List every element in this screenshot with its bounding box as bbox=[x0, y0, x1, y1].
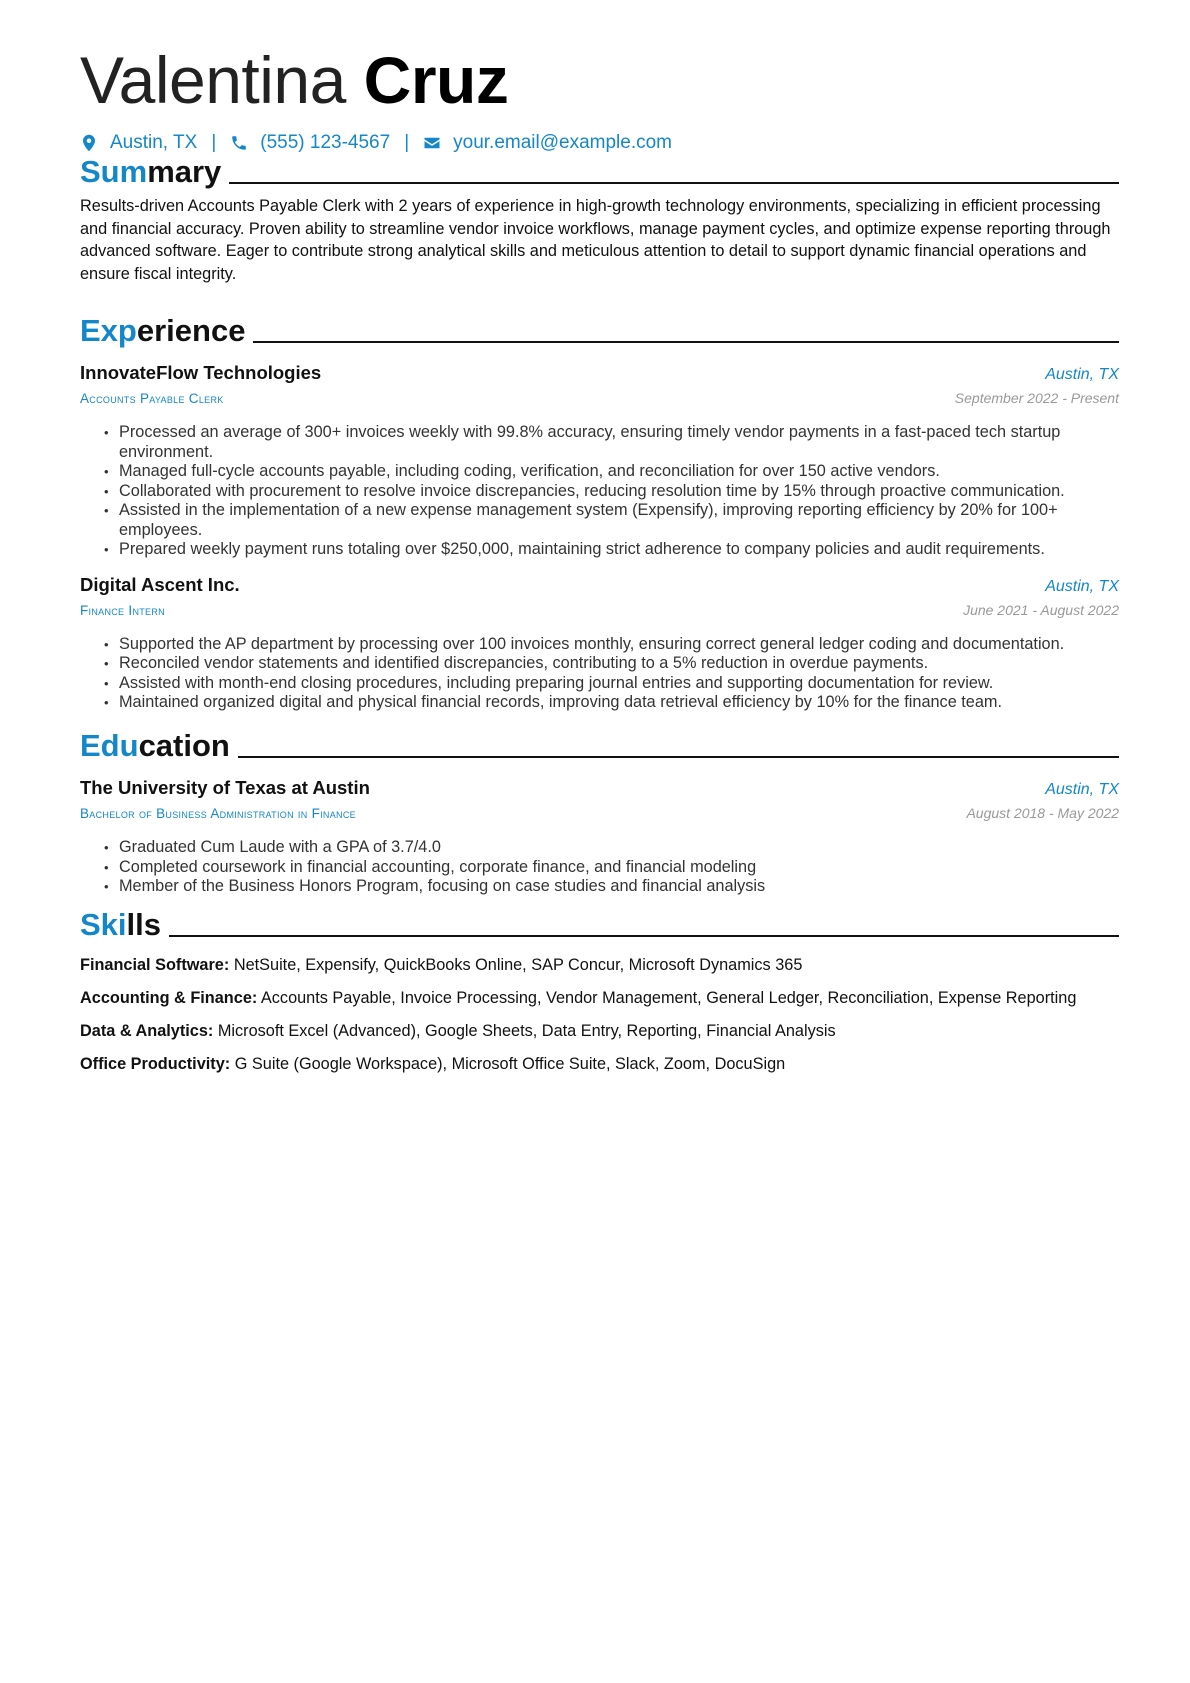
section-title bbox=[80, 152, 221, 192]
bullet-list bbox=[80, 838, 1119, 897]
bullet-item: • Assisted in the implementation of a new expense management system (Expensify), improving reporting efficiency by 20% for 100+ employees. bbox=[104, 501, 1119, 540]
section-divider bbox=[238, 756, 1119, 758]
school-name: The University of Texas at Austin bbox=[80, 777, 370, 798]
company-name: InnovateFlow Technologies bbox=[80, 362, 322, 383]
bullet-list bbox=[80, 635, 1119, 713]
contact-phone[interactable] bbox=[230, 132, 390, 154]
experience-section bbox=[80, 311, 1119, 713]
contact-separator: | bbox=[404, 132, 410, 153]
section-header bbox=[80, 726, 1119, 766]
section-title bbox=[80, 905, 161, 945]
entry-dates: September 2022 - Present bbox=[954, 390, 1119, 406]
skill-category: Accounting & Finance: bbox=[80, 989, 258, 1007]
phone-icon bbox=[230, 134, 248, 152]
contact-separator: | bbox=[211, 132, 217, 153]
entry-subheader-row bbox=[80, 600, 1119, 621]
skill-row bbox=[80, 987, 1119, 1009]
bullet-item: • Processed an average of 300+ invoices weekly with 99.8% accuracy, ensuring timely vendor payments in a fast-paced tech startup environment. bbox=[104, 423, 1119, 462]
experience-entry bbox=[80, 572, 1119, 713]
contact-bar bbox=[80, 132, 672, 154]
entry-subheader-row bbox=[80, 388, 1119, 409]
skill-values: G Suite (Google Workspace), Microsoft Office Suite, Slack, Zoom, DocuSign bbox=[234, 1055, 786, 1073]
skill-values: Accounts Payable, Invoice Processing, Vendor Management, General Ledger, Reconciliation, Expense Reporting bbox=[260, 989, 1077, 1007]
bullet-item: • Reconciled vendor statements and identified discrepancies, contributing to a 5% reduction in overdue payments. bbox=[104, 654, 1119, 674]
experience-entry bbox=[80, 360, 1119, 560]
job-title: Accounts Payable Clerk bbox=[80, 391, 224, 406]
skill-category: Office Productivity: bbox=[80, 1055, 231, 1073]
section-title bbox=[80, 726, 230, 766]
entry-location: Austin, TX bbox=[1045, 577, 1119, 595]
skill-values: NetSuite, Expensify, QuickBooks Online, SAP Concur, Microsoft Dynamics 365 bbox=[233, 956, 803, 974]
bullet-item: • Collaborated with procurement to resolve invoice discrepancies, reducing resolution time by 15% through proactive communication. bbox=[104, 482, 1119, 502]
map-pin-icon bbox=[80, 134, 98, 152]
bullet-item: • Supported the AP department by processing over 100 invoices monthly, ensuring correct general ledger coding and documentation. bbox=[104, 635, 1119, 655]
bullet-item: • Member of the Business Honors Program, focusing on case studies and financial analysis bbox=[104, 877, 1119, 897]
section-divider bbox=[229, 182, 1119, 184]
degree-title: Bachelor of Business Administration in Finance bbox=[80, 806, 356, 821]
skill-category: Data & Analytics: bbox=[80, 1022, 214, 1040]
entry-header-row bbox=[80, 775, 1119, 803]
entry-location: Austin, TX bbox=[1045, 366, 1119, 383]
location-text: Austin, TX bbox=[110, 132, 198, 153]
entry-dates: August 2018 - May 2022 bbox=[966, 805, 1119, 821]
section-divider bbox=[253, 341, 1119, 343]
entry-subheader-row bbox=[80, 803, 1119, 824]
title-accent: Exp bbox=[80, 313, 137, 348]
skill-row bbox=[80, 954, 1119, 976]
section-title bbox=[80, 311, 245, 351]
skill-row bbox=[80, 1020, 1119, 1042]
title-rest: mary bbox=[147, 154, 222, 189]
section-header bbox=[80, 905, 1119, 945]
company-name: Digital Ascent Inc. bbox=[80, 573, 240, 595]
bullet-item: • Maintained organized digital and physical financial records, improving data retrieval efficiency by 10% for the finance team. bbox=[104, 693, 1119, 713]
section-divider bbox=[169, 935, 1119, 937]
skills-list bbox=[80, 954, 1119, 1075]
bullet-item: • Prepared weekly payment runs totaling over $250,000, maintaining strict adherence to company policies and audit requirements. bbox=[104, 540, 1119, 560]
contact-location bbox=[80, 132, 197, 154]
first-name: Valentina bbox=[80, 43, 346, 117]
entry-header-row bbox=[80, 360, 1119, 388]
skill-row bbox=[80, 1053, 1119, 1075]
section-header bbox=[80, 152, 1119, 192]
education-section bbox=[80, 726, 1119, 897]
envelope-icon bbox=[423, 134, 441, 152]
entry-location: Austin, TX bbox=[1045, 781, 1119, 798]
title-accent: Edu bbox=[80, 728, 139, 763]
skills-section bbox=[80, 905, 1119, 1086]
title-rest: erience bbox=[136, 313, 246, 348]
summary-text: Results-driven Accounts Payable Clerk with 2 years of experience in high-growth technology environments, specializing in efficient processing and financial accuracy. Proven ability to streamline vendor invoice workflows, manage payment cycles, and optimize expense reporting through advanced software. Eager to contribute strong analytical skills and meticulous attention to detail to support dynamic financial operations and ensure fiscal integrity. bbox=[80, 197, 1111, 283]
bullet-item: • Graduated Cum Laude with a GPA of 3.7/4.0 bbox=[104, 838, 1119, 858]
job-title: Finance Intern bbox=[80, 602, 165, 618]
title-rest: cation bbox=[138, 728, 230, 763]
bullet-item: • Completed coursework in financial accounting, corporate finance, and financial modeling bbox=[104, 858, 1119, 878]
last-name: Cruz bbox=[363, 43, 509, 117]
bullet-item: • Assisted with month-end closing procedures, including preparing journal entries and supporting documentation for review. bbox=[104, 674, 1119, 694]
title-accent: Sum bbox=[80, 154, 148, 189]
skill-category: Financial Software: bbox=[80, 956, 230, 974]
summary-section bbox=[80, 152, 1119, 285]
candidate-name bbox=[80, 40, 508, 120]
email-text: your.email@example.com bbox=[453, 132, 672, 153]
skill-values: Microsoft Excel (Advanced), Google Sheets, Data Entry, Reporting, Financial Analysis bbox=[217, 1022, 836, 1040]
entry-dates: June 2021 - August 2022 bbox=[963, 601, 1119, 618]
entry-header-row bbox=[80, 572, 1119, 600]
phone-text: (555) 123-4567 bbox=[260, 132, 391, 153]
bullet-list bbox=[80, 423, 1119, 560]
bullet-item: • Managed full-cycle accounts payable, including coding, verification, and reconciliation for over 150 active vendors. bbox=[104, 462, 1119, 482]
contact-email[interactable] bbox=[423, 132, 672, 154]
title-rest: lls bbox=[126, 907, 161, 942]
title-accent: Ski bbox=[80, 907, 127, 942]
section-header bbox=[80, 311, 1119, 351]
education-entry bbox=[80, 775, 1119, 897]
